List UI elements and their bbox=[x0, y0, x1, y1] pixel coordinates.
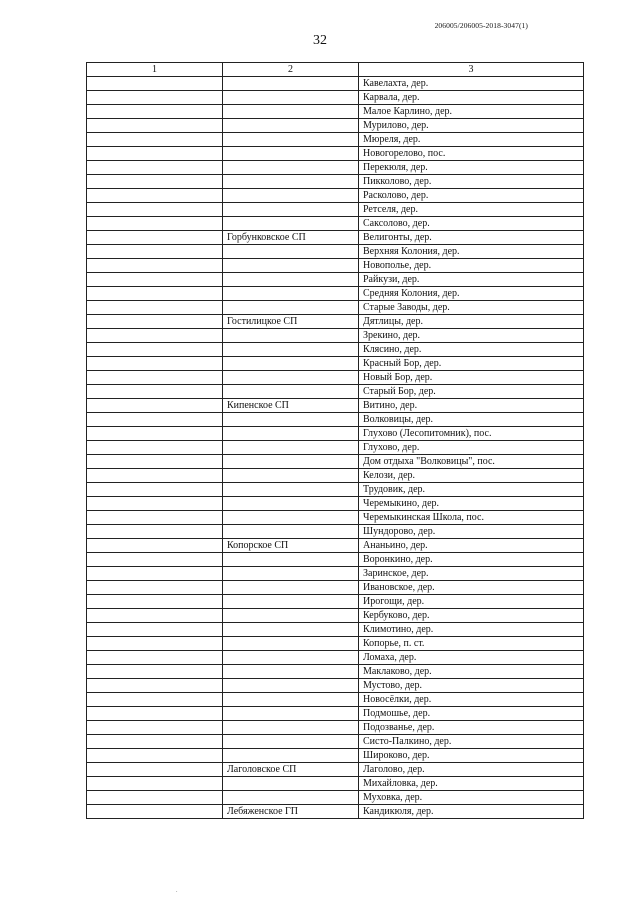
settlement-cell: Черемыкино, дер. bbox=[359, 497, 584, 511]
settlement-cell: Новогорелово, пос. bbox=[359, 147, 584, 161]
row-number-cell bbox=[87, 385, 223, 399]
table-row bbox=[87, 105, 584, 119]
table-row bbox=[87, 707, 584, 721]
row-number-cell bbox=[87, 749, 223, 763]
settlement-cell: Воронкино, дер. bbox=[359, 553, 584, 567]
settlement-cell: Старый Бор, дер. bbox=[359, 385, 584, 399]
table-row bbox=[87, 497, 584, 511]
row-number-cell bbox=[87, 609, 223, 623]
settlement-cell: Кавелахта, дер. bbox=[359, 77, 584, 91]
settlement-cell: Райкузи, дер. bbox=[359, 273, 584, 287]
settlement-cell: Клясино, дер. bbox=[359, 343, 584, 357]
settlement-cell: Средняя Колония, дер. bbox=[359, 287, 584, 301]
district-cell bbox=[223, 679, 359, 693]
settlement-cell: Заринское, дер. bbox=[359, 567, 584, 581]
table-row bbox=[87, 679, 584, 693]
row-number-cell bbox=[87, 707, 223, 721]
row-number-cell bbox=[87, 161, 223, 175]
table-row bbox=[87, 721, 584, 735]
district-cell bbox=[223, 133, 359, 147]
row-number-cell bbox=[87, 343, 223, 357]
district-cell bbox=[223, 77, 359, 91]
row-number-cell bbox=[87, 147, 223, 161]
row-number-cell bbox=[87, 231, 223, 245]
table-row bbox=[87, 539, 584, 553]
row-number-cell bbox=[87, 595, 223, 609]
district-cell bbox=[223, 371, 359, 385]
district-cell bbox=[223, 189, 359, 203]
district-cell bbox=[223, 301, 359, 315]
district-cell bbox=[223, 511, 359, 525]
table-row bbox=[87, 329, 584, 343]
table-row bbox=[87, 371, 584, 385]
row-number-cell bbox=[87, 455, 223, 469]
settlement-cell: Ананьино, дер. bbox=[359, 539, 584, 553]
district-cell bbox=[223, 357, 359, 371]
row-number-cell bbox=[87, 735, 223, 749]
row-number-cell bbox=[87, 469, 223, 483]
district-cell bbox=[223, 749, 359, 763]
table-row bbox=[87, 245, 584, 259]
district-cell bbox=[223, 91, 359, 105]
district-cell bbox=[223, 567, 359, 581]
district-cell bbox=[223, 553, 359, 567]
row-number-cell bbox=[87, 623, 223, 637]
row-number-cell bbox=[87, 693, 223, 707]
table-row bbox=[87, 665, 584, 679]
table-row bbox=[87, 427, 584, 441]
table-row bbox=[87, 343, 584, 357]
table-row bbox=[87, 791, 584, 805]
table-row bbox=[87, 259, 584, 273]
settlement-cell: Глухово, дер. bbox=[359, 441, 584, 455]
row-number-cell bbox=[87, 763, 223, 777]
district-cell bbox=[223, 259, 359, 273]
table-row bbox=[87, 189, 584, 203]
settlement-cell: Трудовик, дер. bbox=[359, 483, 584, 497]
table-row bbox=[87, 399, 584, 413]
table-row bbox=[87, 175, 584, 189]
row-number-cell bbox=[87, 259, 223, 273]
district-cell bbox=[223, 343, 359, 357]
settlement-cell: Новый Бор, дер. bbox=[359, 371, 584, 385]
settlement-cell: Волковицы, дер. bbox=[359, 413, 584, 427]
settlement-cell: Мурилово, дер. bbox=[359, 119, 584, 133]
row-number-cell bbox=[87, 105, 223, 119]
row-number-cell bbox=[87, 301, 223, 315]
row-number-cell bbox=[87, 497, 223, 511]
district-cell bbox=[223, 623, 359, 637]
district-cell bbox=[223, 581, 359, 595]
settlement-cell: Глухово (Лесопитомник), пос. bbox=[359, 427, 584, 441]
row-number-cell bbox=[87, 203, 223, 217]
row-number-cell bbox=[87, 427, 223, 441]
row-number-cell bbox=[87, 525, 223, 539]
row-number-cell bbox=[87, 315, 223, 329]
row-number-cell bbox=[87, 679, 223, 693]
district-cell bbox=[223, 245, 359, 259]
document-id: 206005/206005-2018-3047(1) bbox=[434, 21, 528, 30]
settlement-cell: Широково, дер. bbox=[359, 749, 584, 763]
table-row bbox=[87, 763, 584, 777]
district-cell bbox=[223, 665, 359, 679]
settlement-cell: Мустово, дер. bbox=[359, 679, 584, 693]
row-number-cell bbox=[87, 805, 223, 819]
row-number-cell bbox=[87, 721, 223, 735]
settlement-cell: Лаголово, дер. bbox=[359, 763, 584, 777]
row-number-cell bbox=[87, 441, 223, 455]
district-cell bbox=[223, 217, 359, 231]
row-number-cell bbox=[87, 413, 223, 427]
district-cell bbox=[223, 441, 359, 455]
table-row bbox=[87, 623, 584, 637]
district-cell bbox=[223, 455, 359, 469]
table-body bbox=[87, 63, 584, 819]
page-number: 32 bbox=[313, 33, 327, 48]
row-number-cell bbox=[87, 791, 223, 805]
settlement-cell: Шундорово, дер. bbox=[359, 525, 584, 539]
table-row bbox=[87, 441, 584, 455]
table-row bbox=[87, 133, 584, 147]
settlement-cell: Новосёлки, дер. bbox=[359, 693, 584, 707]
district-cell bbox=[223, 175, 359, 189]
table-row bbox=[87, 511, 584, 525]
row-number-cell bbox=[87, 77, 223, 91]
district-cell bbox=[223, 329, 359, 343]
district-cell bbox=[223, 385, 359, 399]
district-cell: Лаголовское СП bbox=[223, 763, 359, 777]
settlement-cell: Красный Бор, дер. bbox=[359, 357, 584, 371]
table-row bbox=[87, 217, 584, 231]
table-row bbox=[87, 455, 584, 469]
district-cell bbox=[223, 413, 359, 427]
column-header-2: 2 bbox=[223, 63, 359, 77]
table-row bbox=[87, 91, 584, 105]
settlement-cell: Зрекино, дер. bbox=[359, 329, 584, 343]
table-row bbox=[87, 805, 584, 819]
table-row bbox=[87, 469, 584, 483]
row-number-cell bbox=[87, 553, 223, 567]
settlement-cell: Кандикюля, дер. bbox=[359, 805, 584, 819]
table-row bbox=[87, 567, 584, 581]
settlement-cell: Келози, дер. bbox=[359, 469, 584, 483]
settlement-cell: Витино, дер. bbox=[359, 399, 584, 413]
settlement-cell: Подозванье, дер. bbox=[359, 721, 584, 735]
row-number-cell bbox=[87, 119, 223, 133]
table-row bbox=[87, 637, 584, 651]
settlement-cell: Карвала, дер. bbox=[359, 91, 584, 105]
table-row bbox=[87, 525, 584, 539]
table-row bbox=[87, 273, 584, 287]
district-cell bbox=[223, 483, 359, 497]
row-number-cell bbox=[87, 273, 223, 287]
row-number-cell bbox=[87, 665, 223, 679]
row-number-cell bbox=[87, 651, 223, 665]
settlement-cell: Систо-Палкино, дер. bbox=[359, 735, 584, 749]
district-cell bbox=[223, 161, 359, 175]
row-number-cell bbox=[87, 91, 223, 105]
row-number-cell bbox=[87, 329, 223, 343]
table-row bbox=[87, 749, 584, 763]
district-cell bbox=[223, 119, 359, 133]
settlement-cell: Новополье, дер. bbox=[359, 259, 584, 273]
row-number-cell bbox=[87, 581, 223, 595]
table-row bbox=[87, 315, 584, 329]
district-cell bbox=[223, 721, 359, 735]
district-cell: Лебяженское ГП bbox=[223, 805, 359, 819]
settlement-cell: Велигонты, дер. bbox=[359, 231, 584, 245]
district-cell bbox=[223, 637, 359, 651]
row-number-cell bbox=[87, 539, 223, 553]
table-row bbox=[87, 77, 584, 91]
settlements-table bbox=[86, 62, 584, 819]
settlement-cell: Ивановское, дер. bbox=[359, 581, 584, 595]
row-number-cell bbox=[87, 777, 223, 791]
settlement-cell: Перекюля, дер. bbox=[359, 161, 584, 175]
settlement-cell: Подмошье, дер. bbox=[359, 707, 584, 721]
district-cell bbox=[223, 469, 359, 483]
district-cell: Кипенское СП bbox=[223, 399, 359, 413]
row-number-cell bbox=[87, 511, 223, 525]
row-number-cell bbox=[87, 287, 223, 301]
row-number-cell bbox=[87, 245, 223, 259]
district-cell: Горбунковское СП bbox=[223, 231, 359, 245]
table-row bbox=[87, 735, 584, 749]
table-row bbox=[87, 119, 584, 133]
table-row bbox=[87, 385, 584, 399]
settlement-cell: Муховка, дер. bbox=[359, 791, 584, 805]
table-row bbox=[87, 609, 584, 623]
settlement-cell: Черемыкинская Школа, пос. bbox=[359, 511, 584, 525]
row-number-cell bbox=[87, 371, 223, 385]
settlement-cell: Верхняя Колония, дер. bbox=[359, 245, 584, 259]
district-cell bbox=[223, 595, 359, 609]
row-number-cell bbox=[87, 175, 223, 189]
footer-mark: . bbox=[176, 888, 178, 894]
settlement-cell: Ломаха, дер. bbox=[359, 651, 584, 665]
district-cell bbox=[223, 525, 359, 539]
settlement-cell: Ирогощи, дер. bbox=[359, 595, 584, 609]
table-row bbox=[87, 581, 584, 595]
district-cell: Копорское СП bbox=[223, 539, 359, 553]
table-row bbox=[87, 483, 584, 497]
table-row bbox=[87, 413, 584, 427]
district-cell: Гостилицкое СП bbox=[223, 315, 359, 329]
district-cell bbox=[223, 651, 359, 665]
table-header-row bbox=[87, 63, 584, 77]
settlement-cell: Саксолово, дер. bbox=[359, 217, 584, 231]
settlement-cell: Старые Заводы, дер. bbox=[359, 301, 584, 315]
district-cell bbox=[223, 735, 359, 749]
row-number-cell bbox=[87, 399, 223, 413]
table-row bbox=[87, 651, 584, 665]
district-cell bbox=[223, 427, 359, 441]
settlement-cell: Мюреля, дер. bbox=[359, 133, 584, 147]
table-row bbox=[87, 231, 584, 245]
settlement-cell: Климотино, дер. bbox=[359, 623, 584, 637]
settlement-cell: Маклаково, дер. bbox=[359, 665, 584, 679]
table-row bbox=[87, 777, 584, 791]
settlement-cell: Расколово, дер. bbox=[359, 189, 584, 203]
district-cell bbox=[223, 707, 359, 721]
settlement-cell: Ретселя, дер. bbox=[359, 203, 584, 217]
district-cell bbox=[223, 287, 359, 301]
row-number-cell bbox=[87, 189, 223, 203]
table-row bbox=[87, 203, 584, 217]
column-header-1: 1 bbox=[87, 63, 223, 77]
table-row bbox=[87, 553, 584, 567]
settlement-cell: Дятлицы, дер. bbox=[359, 315, 584, 329]
row-number-cell bbox=[87, 217, 223, 231]
settlement-cell: Михайловка, дер. bbox=[359, 777, 584, 791]
row-number-cell bbox=[87, 637, 223, 651]
settlement-cell: Пикколово, дер. bbox=[359, 175, 584, 189]
district-cell bbox=[223, 203, 359, 217]
table-row bbox=[87, 693, 584, 707]
table-row bbox=[87, 595, 584, 609]
settlement-cell: Дом отдыха "Волковицы", пос. bbox=[359, 455, 584, 469]
district-cell bbox=[223, 497, 359, 511]
column-header-3: 3 bbox=[359, 63, 584, 77]
district-cell bbox=[223, 777, 359, 791]
table-row bbox=[87, 147, 584, 161]
settlement-cell: Копорье, п. ст. bbox=[359, 637, 584, 651]
district-cell bbox=[223, 693, 359, 707]
district-cell bbox=[223, 609, 359, 623]
row-number-cell bbox=[87, 483, 223, 497]
table-row bbox=[87, 301, 584, 315]
settlement-cell: Малое Карлино, дер. bbox=[359, 105, 584, 119]
row-number-cell bbox=[87, 133, 223, 147]
settlement-cell: Кербуково, дер. bbox=[359, 609, 584, 623]
district-cell bbox=[223, 791, 359, 805]
row-number-cell bbox=[87, 357, 223, 371]
table-row bbox=[87, 287, 584, 301]
district-cell bbox=[223, 273, 359, 287]
table-row bbox=[87, 161, 584, 175]
row-number-cell bbox=[87, 567, 223, 581]
district-cell bbox=[223, 147, 359, 161]
table-row bbox=[87, 357, 584, 371]
district-cell bbox=[223, 105, 359, 119]
